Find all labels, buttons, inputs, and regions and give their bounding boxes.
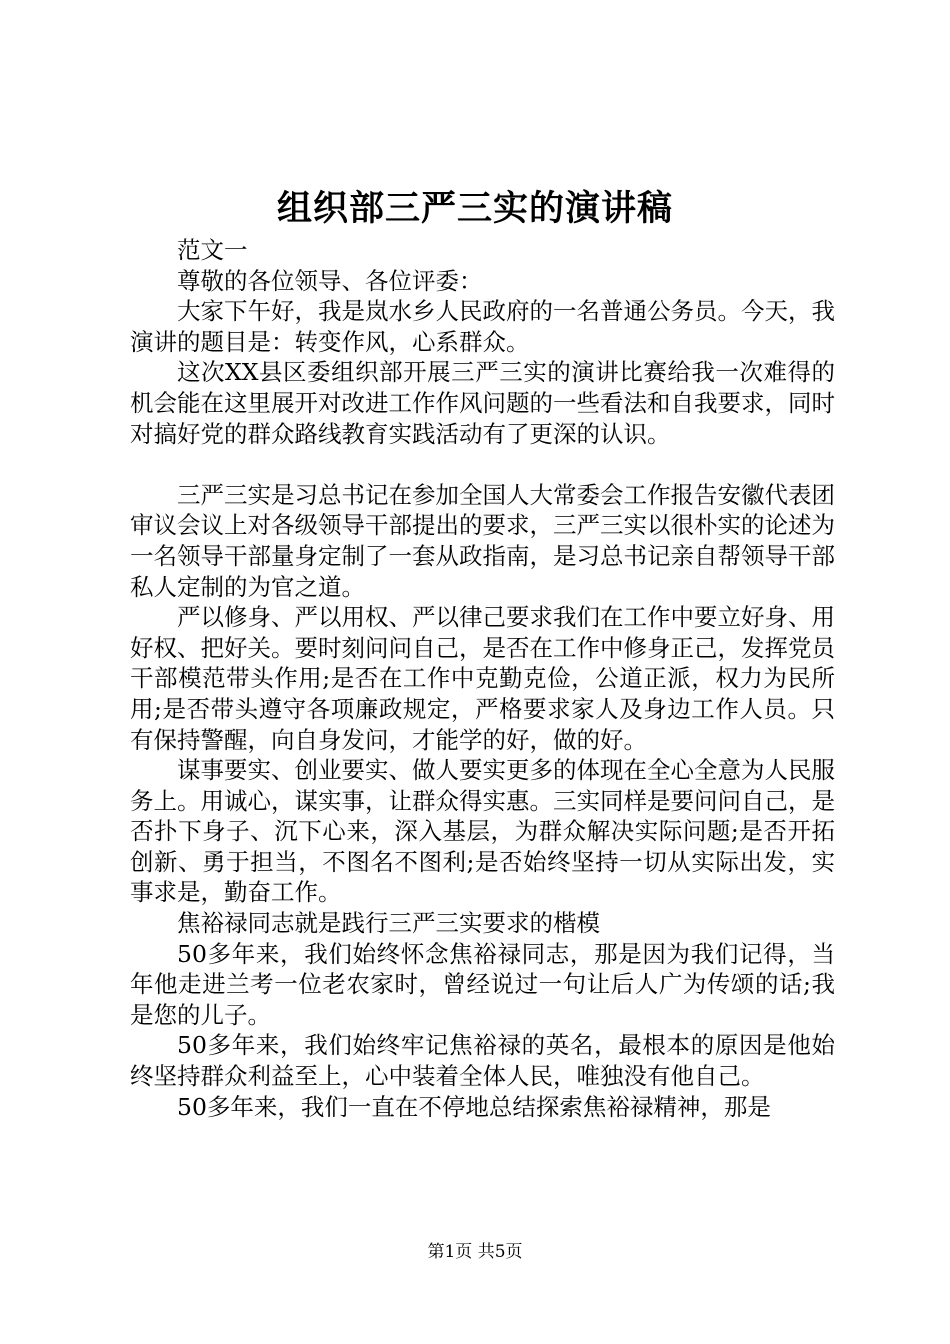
paragraph-3: 大家下午好，我是岚水乡人民政府的一名普通公务员。今天，我演讲的题目是：转变作风，心系群众。 xyxy=(130,297,835,356)
paragraph-4: 这次XX县区委组织部开展三严三实的演讲比赛给我一次难得的机会能在这里展开对改进工作作风问题的一些看法和自我要求，同时对搞好党的群众路线教育实践活动有了更深的认识。 xyxy=(130,358,835,448)
paragraph-1: 范文一 xyxy=(177,236,248,264)
page-footer: 第1页 共5页 xyxy=(427,1242,523,1262)
paragraph-spacer xyxy=(130,449,835,480)
paragraph-8: 焦裕禄同志就是践行三严三实要求的楷模 xyxy=(177,909,600,938)
paragraph-5: 三严三实是习总书记在参加全国人大常委会工作报告安徽代表团审议会议上对各级领导干部提出的要求，三严三实以很朴实的论述为一名领导干部量身定制了一套从政指南，是习总书记亲自帮领导干部私人定制的为官之道。 xyxy=(130,480,835,601)
document-body xyxy=(130,235,835,1122)
paragraph-2: 尊敬的各位领导、各位评委： xyxy=(177,266,483,295)
paragraph-10: 50多年来，我们始终牢记焦裕禄的英名，最根本的原因是他始终坚持群众利益至上，心中装着全体人民，唯独没有他自己。 xyxy=(130,1031,835,1091)
paragraph-6: 严以修身、严以用权、严以律己要求我们在工作中要立好身、用好权、把好关。要时刻问问自己，是否在工作中修身正己，发挥党员干部模范带头作用;是否在工作中克勤克俭，公道正派，权力为民所用;是否带头遵守各项廉政规定，严格要求家人及身边工作人员。只有保持警醒，向自身发问，才能学的好，做的好。 xyxy=(130,603,835,754)
paragraph-9: 50多年来，我们始终怀念焦裕禄同志，那是因为我们记得，当年他走进兰考一位老农家时，曾经说过一句让后人广为传颂的话;我是您的儿子。 xyxy=(130,939,835,1029)
paragraph-7: 谋事要实、创业要实、做人要实更多的体现在全心全意为人民服务上。用诚心，谋实事，让群众得实惠。三实同样是要问问自己，是否扑下身子、沉下心来，深入基层，为群众解决实际问题;是否开拓创新、勇于担当，不图名不图利;是否始终坚持一切从实际出发，实事求是，勤奋工作。 xyxy=(130,756,835,907)
paragraph-11: 50多年来，我们一直在不停地总结探索焦裕禄精神，那是 xyxy=(177,1092,771,1121)
document-title: 组织部三严三实的演讲稿 xyxy=(276,188,673,229)
